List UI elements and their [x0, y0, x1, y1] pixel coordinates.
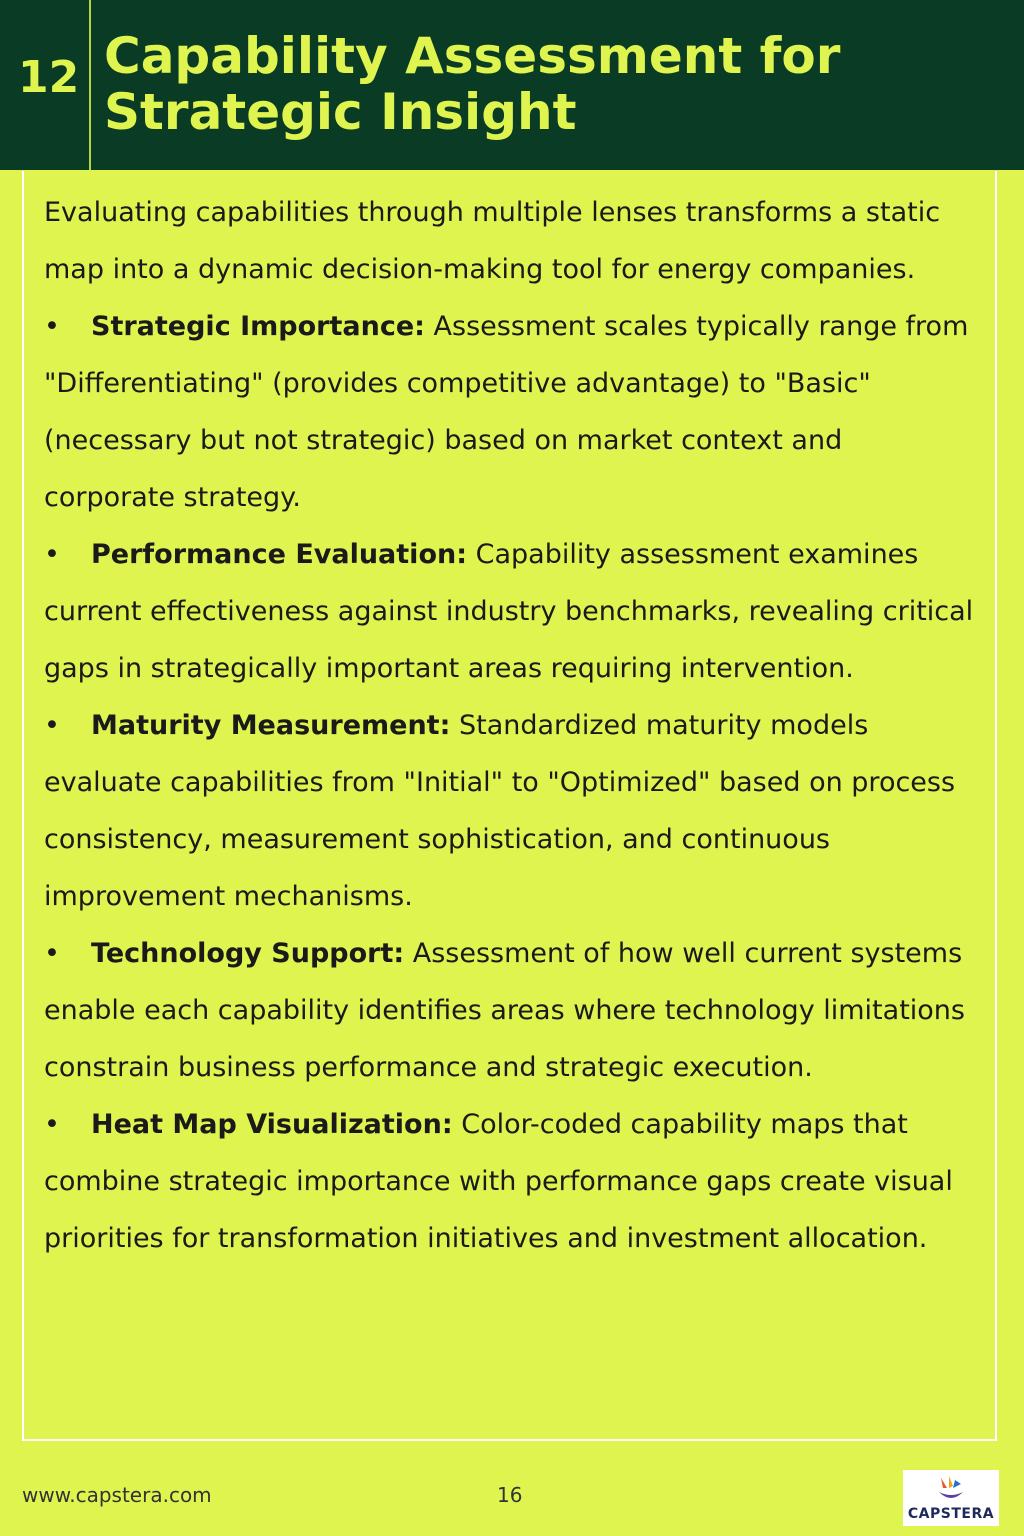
bullet-text: Color-coded capability maps that combine strategic importance with performance gaps create visual priorities for transformation initiatives and investment allocation. [44, 1109, 953, 1254]
bullet-term: Maturity Measurement: [91, 710, 451, 741]
bullet-term: Technology Support: [91, 938, 405, 969]
bullet-term: Heat Map Visualization: [91, 1109, 453, 1140]
bullet-item-heat-map-visualization [44, 1096, 979, 1267]
content-body [44, 184, 979, 1267]
footer-url[interactable]: www.capstera.com [22, 1483, 212, 1507]
bullet-icon: • [44, 311, 60, 342]
bullet-text: Standardized maturity models evaluate capabilities from "Initial" to "Optimized" based on process consistency, measurement sophistication, and continuous improvement mechanisms. [44, 710, 956, 912]
bullet-item-performance-evaluation [44, 526, 979, 697]
bullet-icon: • [44, 539, 60, 570]
bullet-icon: • [44, 938, 60, 969]
bullet-item-maturity-measurement [44, 697, 979, 925]
bullet-item-strategic-importance [44, 298, 979, 526]
bullet-term: Performance Evaluation: [91, 539, 468, 570]
header-divider [89, 0, 91, 170]
intro-paragraph: Evaluating capabilities through multiple lenses transforms a static map into a dynamic decision-making tool for energy companies. [44, 197, 941, 285]
bullet-term: Strategic Importance: [91, 311, 425, 342]
page-number: 16 [497, 1483, 523, 1507]
bullet-item-technology-support [44, 925, 979, 1096]
bullet-icon: • [44, 1109, 60, 1140]
capstera-logo-icon [935, 1474, 967, 1506]
page-header [0, 0, 1024, 170]
bullet-text: Assessment of how well current systems enable each capability identifies areas where technology limitations constrain business performance and strategic execution. [44, 938, 965, 1083]
logo-text: CAPSTERA [907, 1506, 995, 1522]
bullet-text: Assessment scales typically range from "Differentiating" (provides competitive advantage) to "Basic" (necessary but not strategic) based on market context and corporate strategy. [44, 311, 969, 513]
capstera-logo [903, 1470, 999, 1526]
section-number: 12 [18, 52, 80, 103]
bullet-icon: • [44, 710, 60, 741]
page-title: Capability Assessment for Strategic Insight [104, 27, 841, 141]
bullet-text: Capability assessment examines current effectiveness against industry benchmarks, revealing critical gaps in strategically important areas requiring intervention. [44, 539, 974, 684]
